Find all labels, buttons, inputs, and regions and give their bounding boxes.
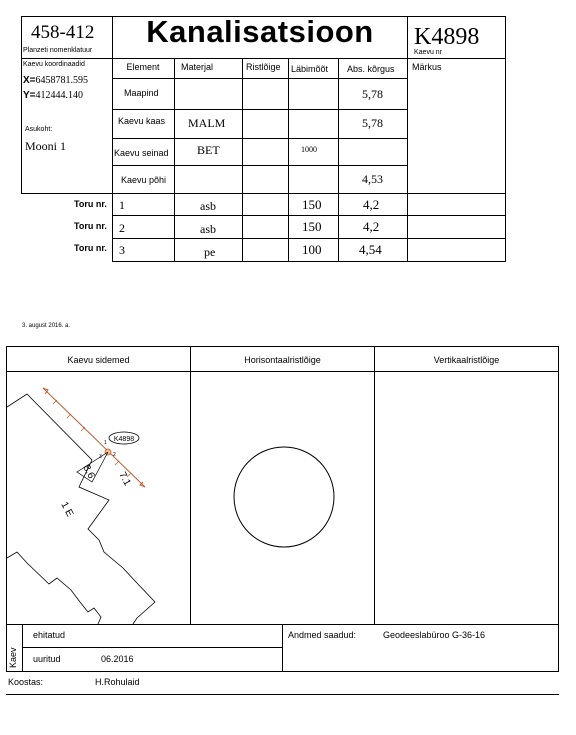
sheet-number: 458-412 [31, 22, 95, 43]
x-coordinate [23, 75, 88, 86]
pipe-num: 3 [99, 454, 102, 460]
pipe-height: 4,2 [363, 219, 380, 234]
row-height: 4,53 [362, 172, 383, 186]
row-element: Kaevu seinad [114, 148, 169, 158]
pipe-label: Toru nr. [74, 199, 107, 209]
well-circle [234, 447, 334, 547]
site-sketch [7, 372, 190, 624]
well-id: K4898 [414, 24, 480, 50]
row-height: 5,78 [362, 116, 383, 130]
surveyed-label: uuritud [33, 654, 61, 664]
row-diameter: 1000 [301, 145, 317, 154]
x-value: 6458781.595 [35, 75, 89, 86]
y-coordinate [23, 90, 83, 101]
col-header-notes: Märkus [412, 62, 442, 72]
page-title: Kanalisatsioon [146, 14, 374, 49]
pipe-nr: 2 [119, 221, 125, 235]
pipe-height: 4,2 [363, 197, 380, 212]
row-element: Kaevu kaas [118, 116, 166, 126]
location-value: Mooni 1 [25, 139, 67, 153]
col-header-diameter: Läbimõõt [291, 64, 329, 74]
building-outline [7, 394, 155, 624]
pipe-material: asb [200, 199, 216, 213]
surveyed-value: 06.2016 [101, 654, 134, 664]
pipe-material: pe [204, 245, 216, 259]
pipe-num: 1 [104, 440, 107, 446]
col-title-vertical: Vertikaalristlõige [433, 355, 500, 365]
col-header-cross: Ristlõige [246, 62, 281, 72]
col-title-horizontal: Horisontaalristlõige [244, 355, 321, 365]
location-label: Asukoht: [25, 126, 53, 133]
col-header-element: Element [126, 62, 160, 72]
col-header-height: Abs. kõrgus [347, 64, 395, 74]
row-element: Kaevu põhi [121, 175, 167, 185]
building-label: 1 E [58, 500, 76, 519]
document-date: 3. august 2016. a. [22, 323, 71, 329]
pipe-nr: 1 [119, 198, 125, 212]
pipe-diameter: 100 [302, 242, 322, 257]
dimension-label: 7.1 [116, 470, 133, 488]
author-label: Koostas: [8, 677, 44, 687]
y-value: 412444.140 [35, 90, 84, 101]
pipe-diameter: 150 [302, 219, 322, 234]
sheet-caption: Planzeti nomenklatuur [23, 47, 93, 54]
x-label: X= [23, 75, 36, 86]
dimension-label: 8.6 [80, 463, 97, 481]
pipe-diameter: 150 [302, 197, 322, 212]
pipe-nr: 3 [119, 243, 125, 257]
well-label: K4898 [113, 436, 135, 443]
well-caption: Kaevu nr [414, 49, 443, 56]
horizontal-section [191, 372, 374, 624]
y-label: Y= [23, 90, 36, 101]
col-header-material: Materjal [181, 62, 214, 72]
row-element: Maapind [124, 88, 159, 98]
pipe-num: 2 [113, 452, 116, 458]
building-outline [7, 552, 101, 624]
row-material: MALM [188, 116, 226, 130]
built-label: ehitatud [33, 630, 66, 640]
pipe-label: Toru nr. [74, 221, 107, 231]
source-label: Andmed saadud: [288, 630, 357, 640]
pipe-height: 4,54 [359, 242, 382, 257]
coords-caption: Kaevu koordinaadid [23, 61, 85, 68]
pipe-material: asb [200, 222, 216, 236]
col-title-links: Kaevu sidemed [67, 355, 130, 365]
author-value: H.Rohulaid [95, 677, 140, 687]
pipe-label: Toru nr. [74, 243, 107, 253]
row-material: BET [197, 143, 220, 157]
row-height: 5,78 [362, 87, 383, 101]
source-value: Geodeeslabüroo G-36-16 [383, 630, 486, 640]
